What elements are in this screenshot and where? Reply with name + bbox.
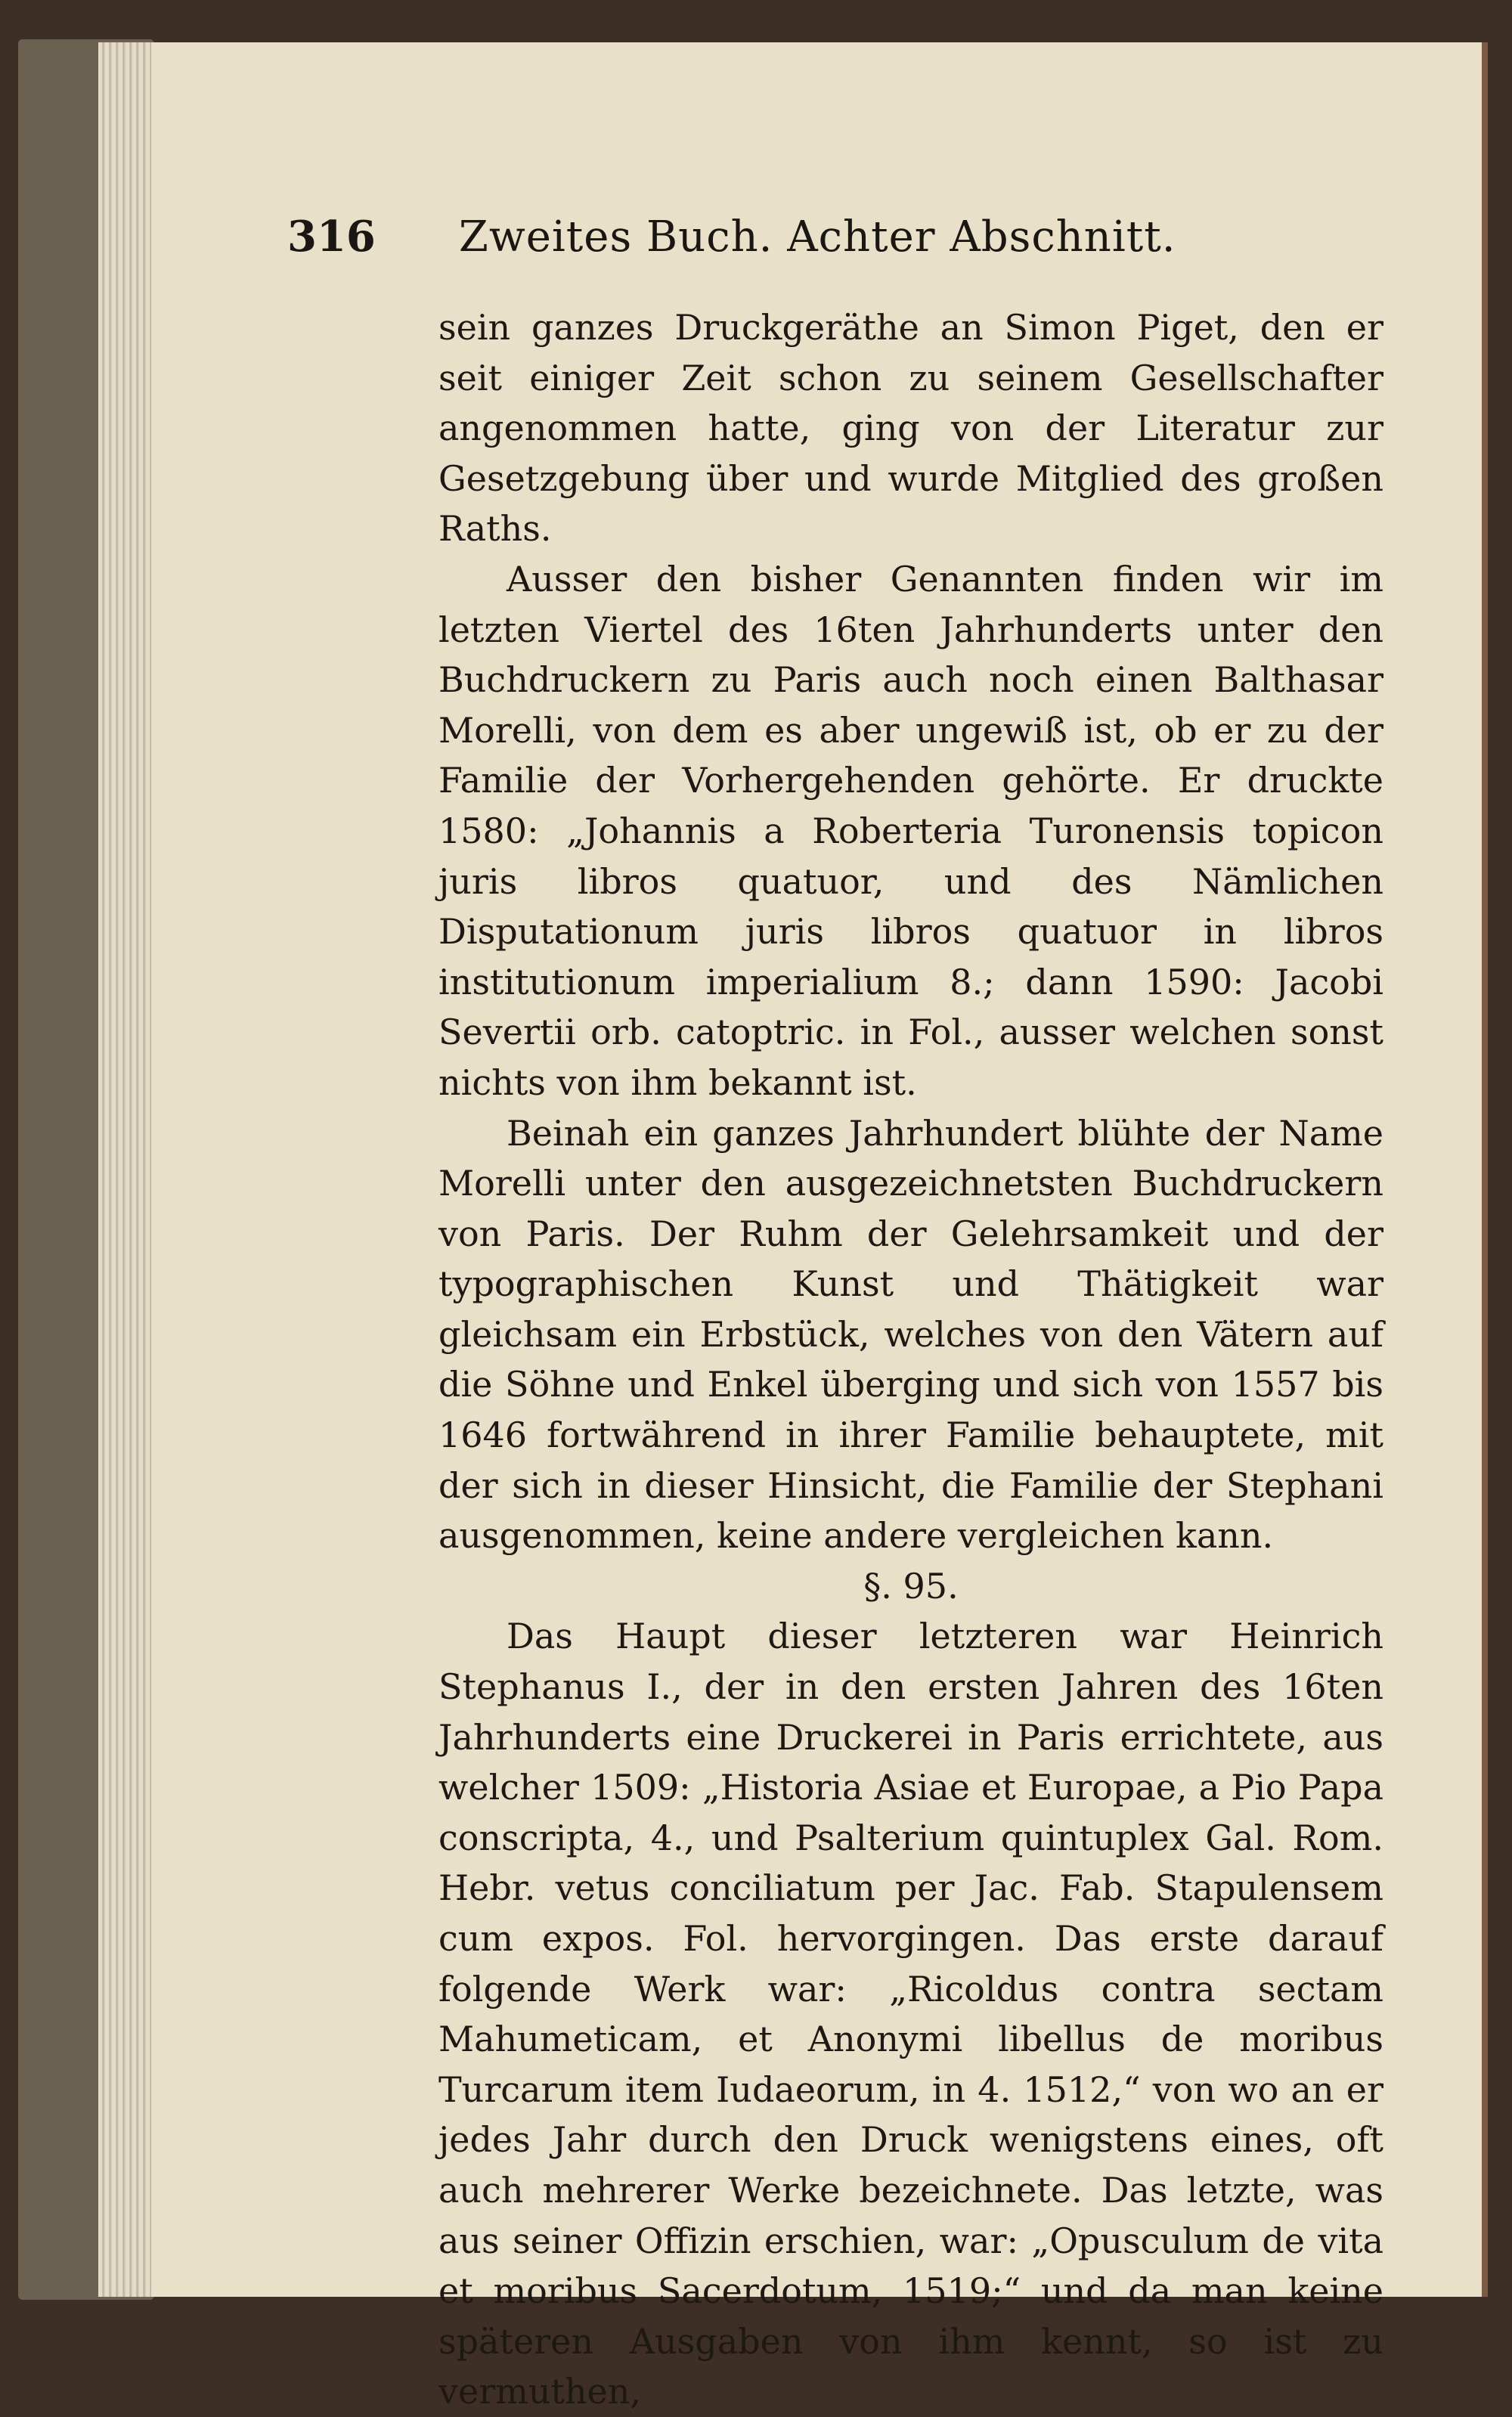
section-heading: §. 95. [863,1565,959,1607]
page-header [287,212,1391,302]
paragraph: Das Haupt dieser letzteren war Heinrich Stephanus I., der in den ersten Jahren des 16ten Jahrhunderts eine Druckerei in Paris errichtete, aus welcher 1509: „Historia Asiae et Europae, a Pio Papa conscripta, 4., und Psalterium quintuplex Gal. Rom. Hebr. vetus conciliatum per Jac. Fab. Stapulensem cum expos. Fol. hervorgingen. Das erste darauf folgende Werk war: „Ricoldus contra sectam Mahumeticam, et Anonymi libellus de moribus Turcarum item Iudaeorum, in 4. 1512,“ von wo an er jedes Jahr durch den Druck wenigstens eines, oft auch mehrerer Werke bezeichnete. Das letzte, was aus seiner Offizin erschien, war: „Opusculum de vita et moribus Sacerdotum, 1519;“ und da man keine späteren Ausgaben von ihm kennt, so ist zu vermuthen, [438,1616,1383,2412]
page-number: 316 [287,212,376,262]
running-head: Zweites Buch. Achter Abschnitt. [458,212,1176,262]
section-body [438,1611,1383,2417]
paragraph: Beinah ein ganzes Jahrhundert blühte der Name Morelli unter den ausgezeichnetsten Buchdruckern von Paris. Der Ruhm der Gelehrsamkeit und der typographischen Kunst und Thätigkeit war gleichsam ein Erbstück, welches von den Vätern auf die Söhne und Enkel überging und sich von 1557 bis 1646 fortwährend in ihrer Familie behauptete, mit der sich in dieser Hinsicht, die Familie der Stephani ausgenommen, keine andere vergleichen kann. [438,1112,1383,1557]
paragraph: sein ganzes Druckgeräthe an Simon Piget, den er seit einiger Zeit schon zu seinem Gesellschafter angenommen hatte, ging von der Literatur zur Gesetzgebung über und wurde Mitglied des großen Raths. [438,307,1383,550]
paragraph: Ausser den bisher Genannten finden wir im letzten Viertel des 16ten Jahrhunderts unter den Buchdruckern zu Paris auch noch einen Balthasar Morelli, von dem es aber ungewiß ist, ob er zu der Familie der Vorhergehenden gehörte. Er druckte 1580: „Johannis a Roberteria Turonensis topicon juris libros quatuor, und des Nämlichen Disputationum juris libros quatuor in libros institutionum imperialium 8.; dann 1590: Jacobi Severtii orb. catoptric. in Fol., ausser welchen sonst nichts von ihm bekannt ist. [438,558,1383,1103]
page-content [287,212,1391,2417]
body-text [438,302,1383,1561]
